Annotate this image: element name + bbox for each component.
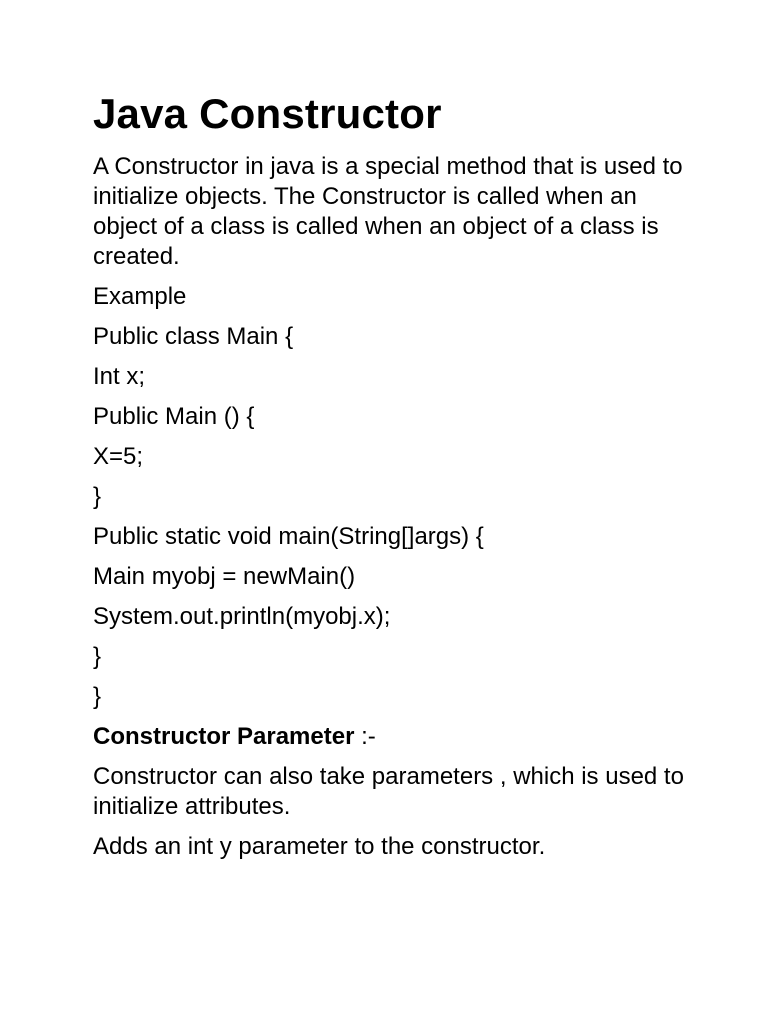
code-line: Main myobj = newMain() <box>93 563 356 590</box>
code-line: } <box>93 683 102 710</box>
section-heading <box>93 722 693 752</box>
code-line: Int x; <box>93 363 146 390</box>
example-label: Example <box>93 283 187 310</box>
section-body: Constructor can also take parameters , which is used to initialize attributes. <box>93 763 684 820</box>
code-line: X=5; <box>93 443 144 470</box>
code-line: Public Main () { <box>93 403 255 430</box>
code-line: System.out.println(myobj.x); <box>93 603 391 630</box>
code-line: Public class Main { <box>93 323 294 350</box>
code-line: } <box>93 643 102 670</box>
section-heading-text: Constructor Parameter <box>93 723 355 750</box>
code-line: } <box>93 483 102 510</box>
page-title: Java Constructor <box>93 90 442 137</box>
section-heading-suffix: :- <box>354 723 376 750</box>
code-line: Public static void main(String[]args) { <box>93 523 484 550</box>
closing-line: Adds an int y parameter to the constructor. <box>93 833 546 860</box>
document-page <box>93 88 693 862</box>
intro-paragraph: A Constructor in java is a special method that is used to initialize objects. The Constructor is called when an object of a class is called when an object of a class is created. <box>93 153 683 270</box>
